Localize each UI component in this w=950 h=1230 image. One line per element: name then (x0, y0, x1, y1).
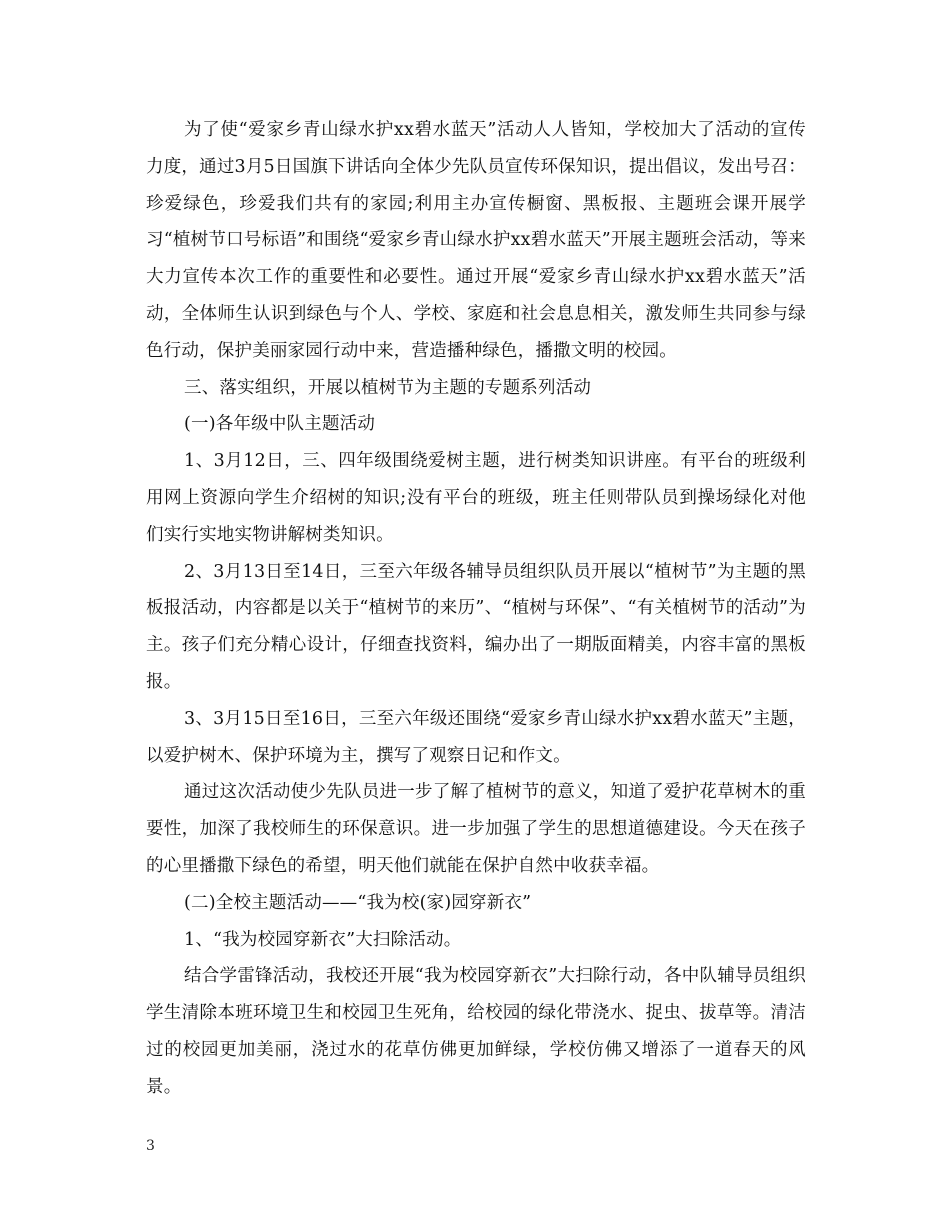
list-item-3: 3、3月15日至16日，三至六年级还围绕“爱家乡青山绿水护xx碧水蓝天”主题，以爱护树木、保护环境为主，撰写了观察日记和作文。 (146, 708, 806, 766)
subsection-heading-one: (一)各年级中队主题活动 (184, 414, 376, 435)
list-item-1: 1、3月12日，三、四年级围绕爱树主题，进行树类知识讲座。有平台的班级利用网上资源向学生介绍树的知识;没有平台的班级，班主任则带队员到操场绿化对他们实行实地实物讲解树类知识。 (146, 451, 806, 545)
list-item-2: 2、3月13日至14日，三至六年级各辅导员组织队员开展以“植树节”为主题的黑板报活动，内容都是以关于“植树节的来历”、“植树与环保”、“有关植树节的活动”为主。孩子们充分精心设计，仔细查找资料，编办出了一期版面精美，内容丰富的黑板报。 (146, 561, 806, 692)
page-number: 3 (146, 1138, 155, 1154)
section-heading-three: 三、落实组织，开展以植树节为主题的专题系列活动 (184, 377, 592, 398)
paragraph-publicity: 为了使“爱家乡青山绿水护xx碧水蓝天”活动人人皆知，学校加大了活动的宣传力度，通过3月5日国旗下讲话向全体少先队员宣传环保知识，提出倡议，发出号召：珍爱绿色，珍爱我们共有的家园;利用主办宣传橱窗、黑板报、主题班会课开展学习“植树节口号标语”和围绕“爱家乡青山绿水护xx碧水蓝天”开展主题班会活动，等来大力宣传本次工作的重要性和必要性。通过开展“爱家乡青山绿水护xx碧水蓝天”活动，全体师生认识到绿色与个人、学校、家庭和社会息息相关，激发师生共同参与绿色行动，保护美丽家园行动中来，营造播种绿色，播撒文明的校园。 (146, 120, 806, 361)
paragraph-cleanup: 结合学雷锋活动，我校还开展“我为校园穿新衣”大扫除行动，各中队辅导员组织学生清除本班环境卫生和校园卫生死角，给校园的绿化带浇水、捉虫、拔草等。清洁过的校园更加美丽，浇过水的花草仿佛更加鲜绿，学校仿佛又增添了一道春天的风景。 (146, 966, 806, 1097)
subsection-heading-two: (二)全校主题活动——“我为校(家)园穿新衣” (184, 892, 532, 913)
document-body (146, 112, 806, 1106)
list-item-cleanup: 1、“我为校园穿新衣”大扫除活动。 (184, 929, 462, 950)
paragraph-summary: 通过这次活动使少先队员进一步了解了植树节的意义，知道了爱护花草树木的重要性，加深了我校师生的环保意识。进一步加强了学生的思想道德建设。今天在孩子的心里播撒下绿色的希望，明天他们就能在保护自然中收获幸福。 (146, 782, 806, 876)
